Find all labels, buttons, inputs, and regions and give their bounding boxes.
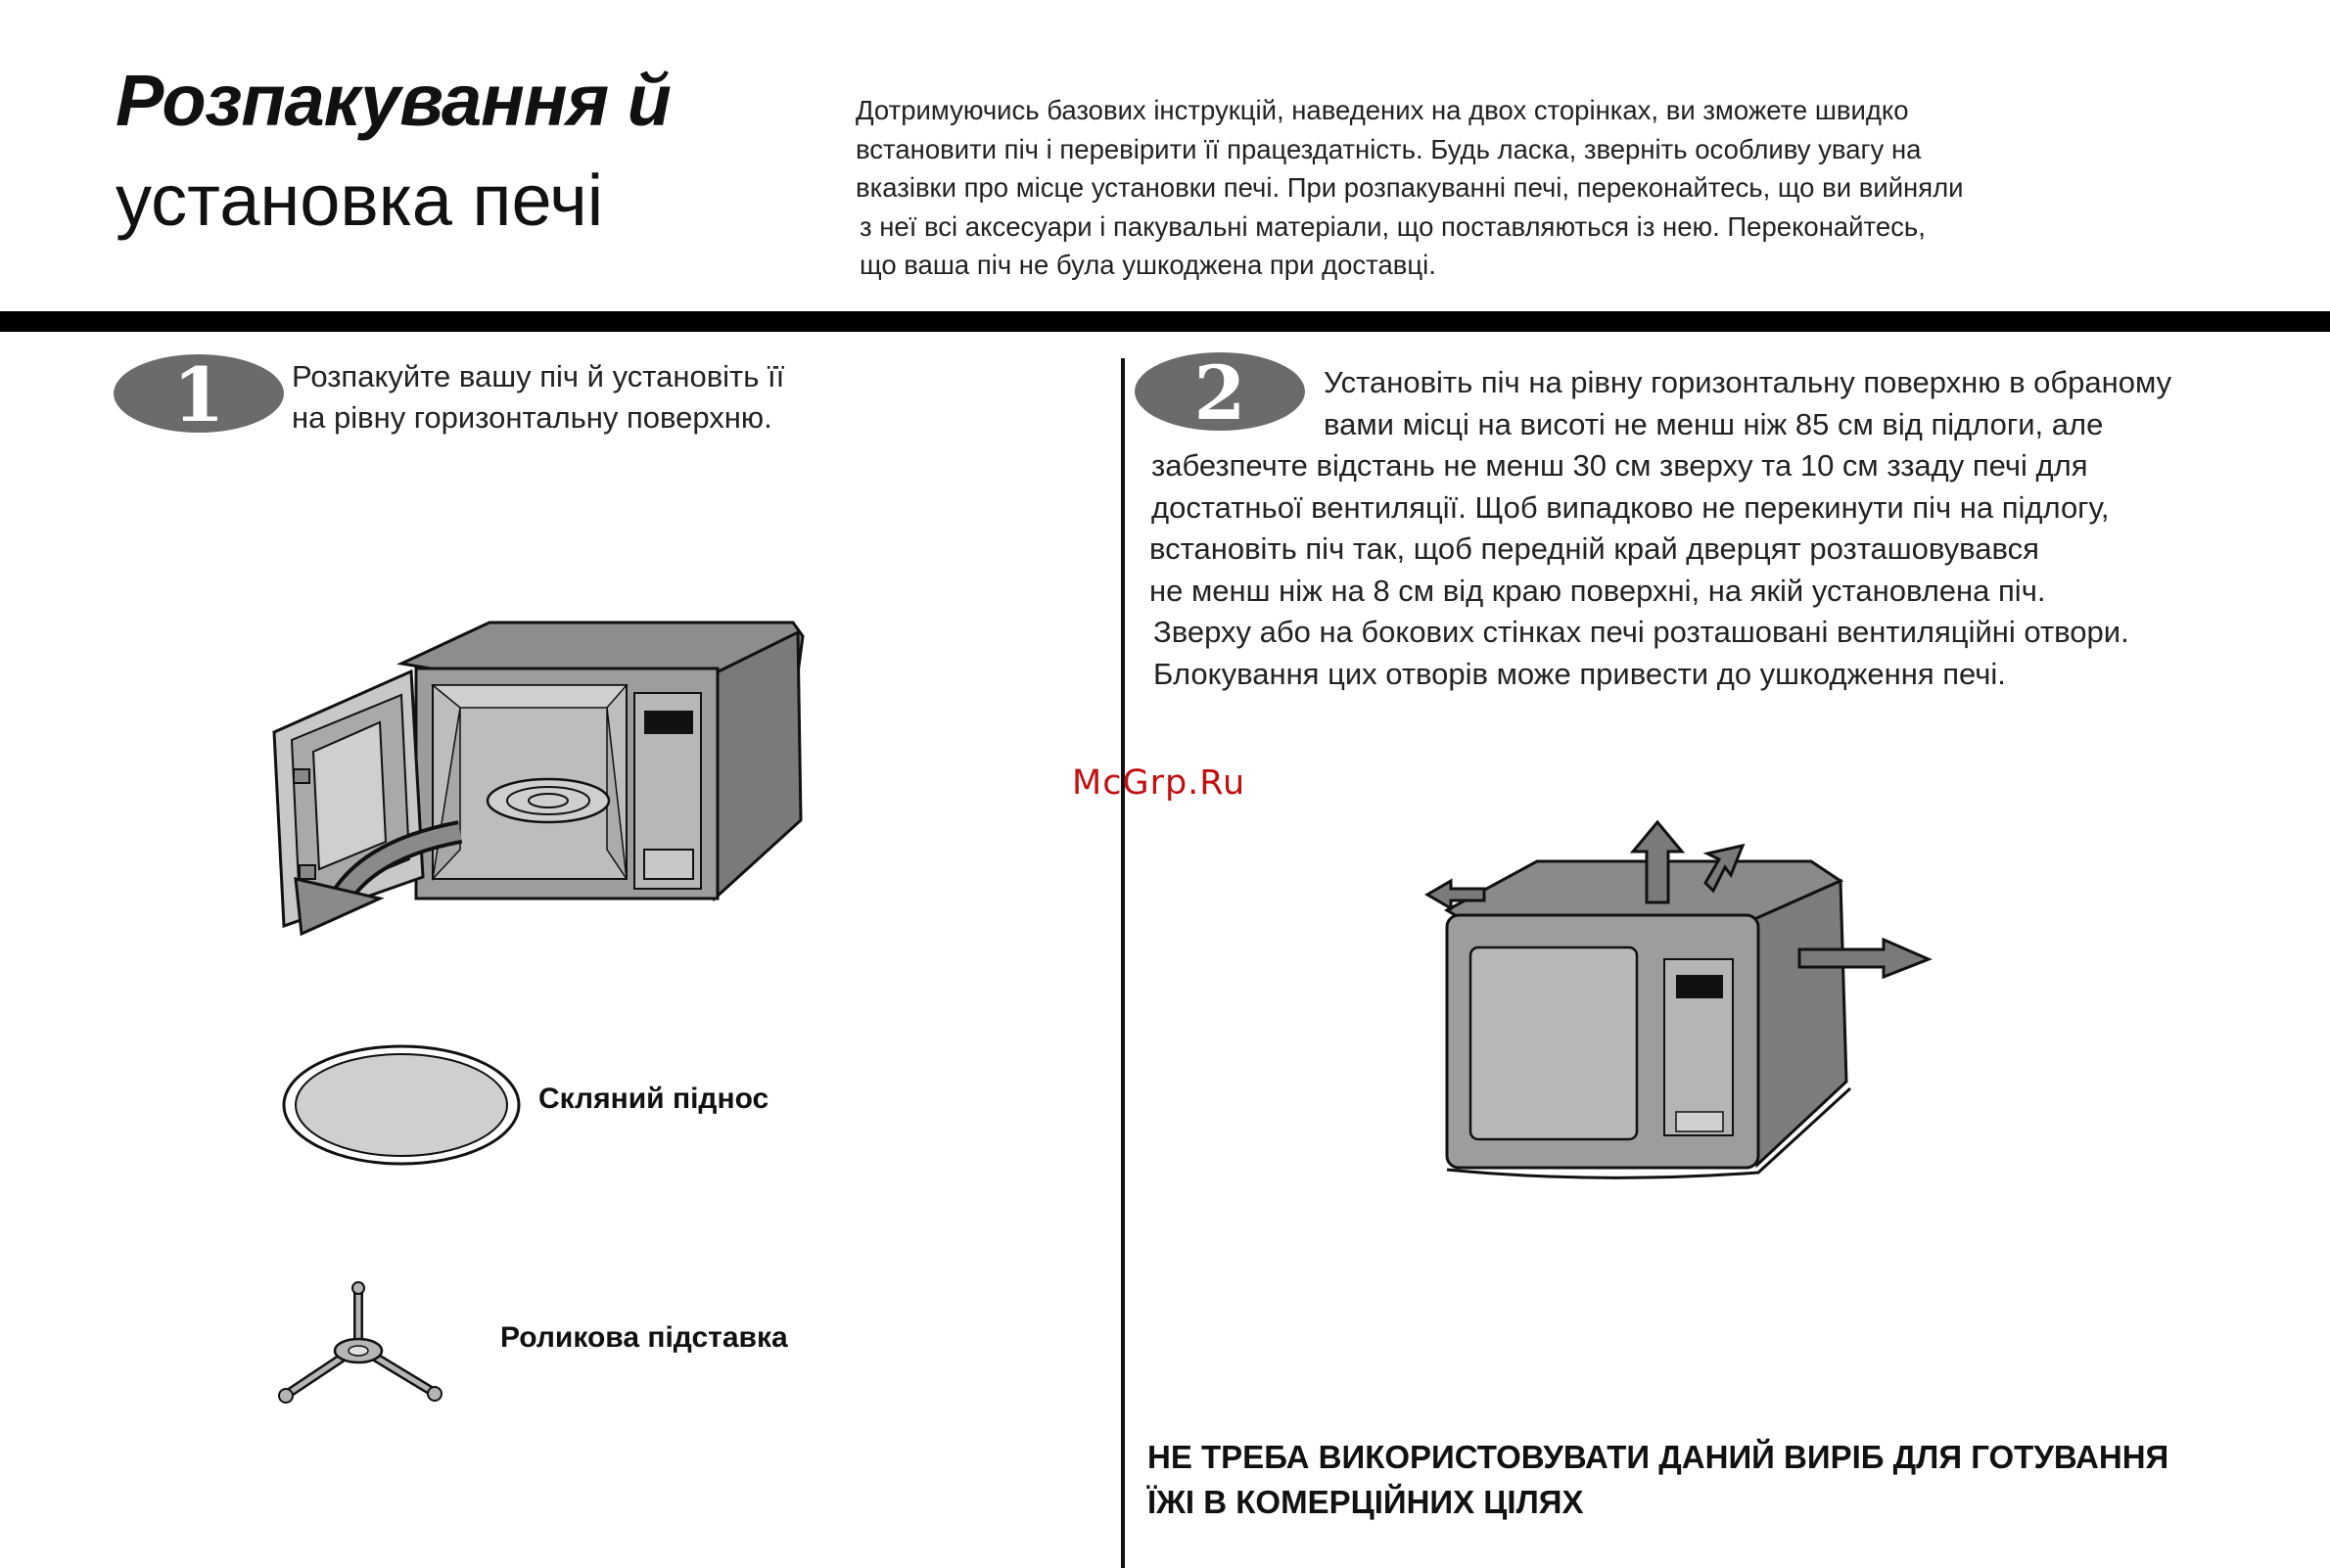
intro-line: з неї всі аксесуари і пакувальні матеріали, що поставляються із нею. Переконайтесь, (860, 210, 1926, 242)
section-divider (0, 311, 2330, 332)
intro-line: Дотримуючись базових інструкцій, наведених на двох сторінках, ви зможете швидко (856, 95, 1909, 125)
warning-line: НЕ ТРЕБА ВИКОРИСТОВУВАТИ ДАНИЙ ВИРІБ ДЛЯ ГОТУВАННЯ (1147, 1439, 2169, 1475)
roller-ring-illustration (270, 1278, 446, 1415)
step1-line: Розпакуйте вашу піч й установіть її (292, 359, 785, 393)
step2-line: встановіть піч так, щоб передній край дверцят розташовувався (1149, 531, 2039, 566)
ventilation-illustration (1420, 812, 1948, 1184)
step1-badge (113, 352, 285, 435)
glass-tray-label: Скляний піднос (538, 1083, 769, 1115)
watermark: McGrp.Ru (1072, 763, 1246, 803)
step1-instruction (292, 356, 784, 438)
page-title-line1: Розпакування й (116, 60, 671, 141)
intro-line: встановити піч і перевірити її працездатність. Будь ласка, зверніть особливу увагу на (856, 133, 1922, 164)
step2-instruction (1149, 362, 2265, 695)
glass-tray-illustration (279, 1041, 524, 1169)
step2-line: вами місці на висоті не менш ніж 85 см від підлоги, але (1324, 406, 2104, 441)
step1-line: на рівну горизонтальну поверхню. (292, 400, 772, 435)
roller-ring-label: Роликова підставка (500, 1321, 788, 1354)
intro-line: що ваша піч не була ушкоджена при доставці. (860, 250, 1436, 280)
intro-paragraph (856, 91, 2167, 285)
column-divider (1121, 358, 1125, 1568)
step2-line: Блокування цих отворів може привести до ушкодження печі. (1153, 656, 2006, 691)
step1-number: 1 (172, 352, 225, 435)
step2-line: Зверху або на бокових стінках печі розташовані вентиляційні отвори. (1153, 615, 2129, 649)
step2-line: Установіть піч на рівну горизонтальну поверхню в обраному (1324, 365, 2172, 399)
step2-number: 2 (1193, 350, 1246, 433)
step2-line: забезпечте відстань не менш 30 см зверху та 10 см ззаду печі для (1151, 448, 2088, 483)
page-title-line2: установка печі (116, 160, 604, 241)
commercial-use-warning (1147, 1435, 2168, 1525)
open-microwave-illustration (264, 615, 813, 938)
step2-line: не менш ніж на 8 см від краю поверхні, на якій установлена піч. (1149, 573, 2046, 608)
intro-line: вказівки про місце установки печі. При розпакуванні печі, переконайтесь, що ви вийняли (856, 172, 1964, 203)
step2-line: достатньої вентиляції. Щоб випадково не перекинути піч на підлогу, (1151, 489, 2110, 525)
warning-line: ЇЖІ В КОМЕРЦІЙНИХ ЦІЛЯХ (1147, 1484, 1584, 1520)
